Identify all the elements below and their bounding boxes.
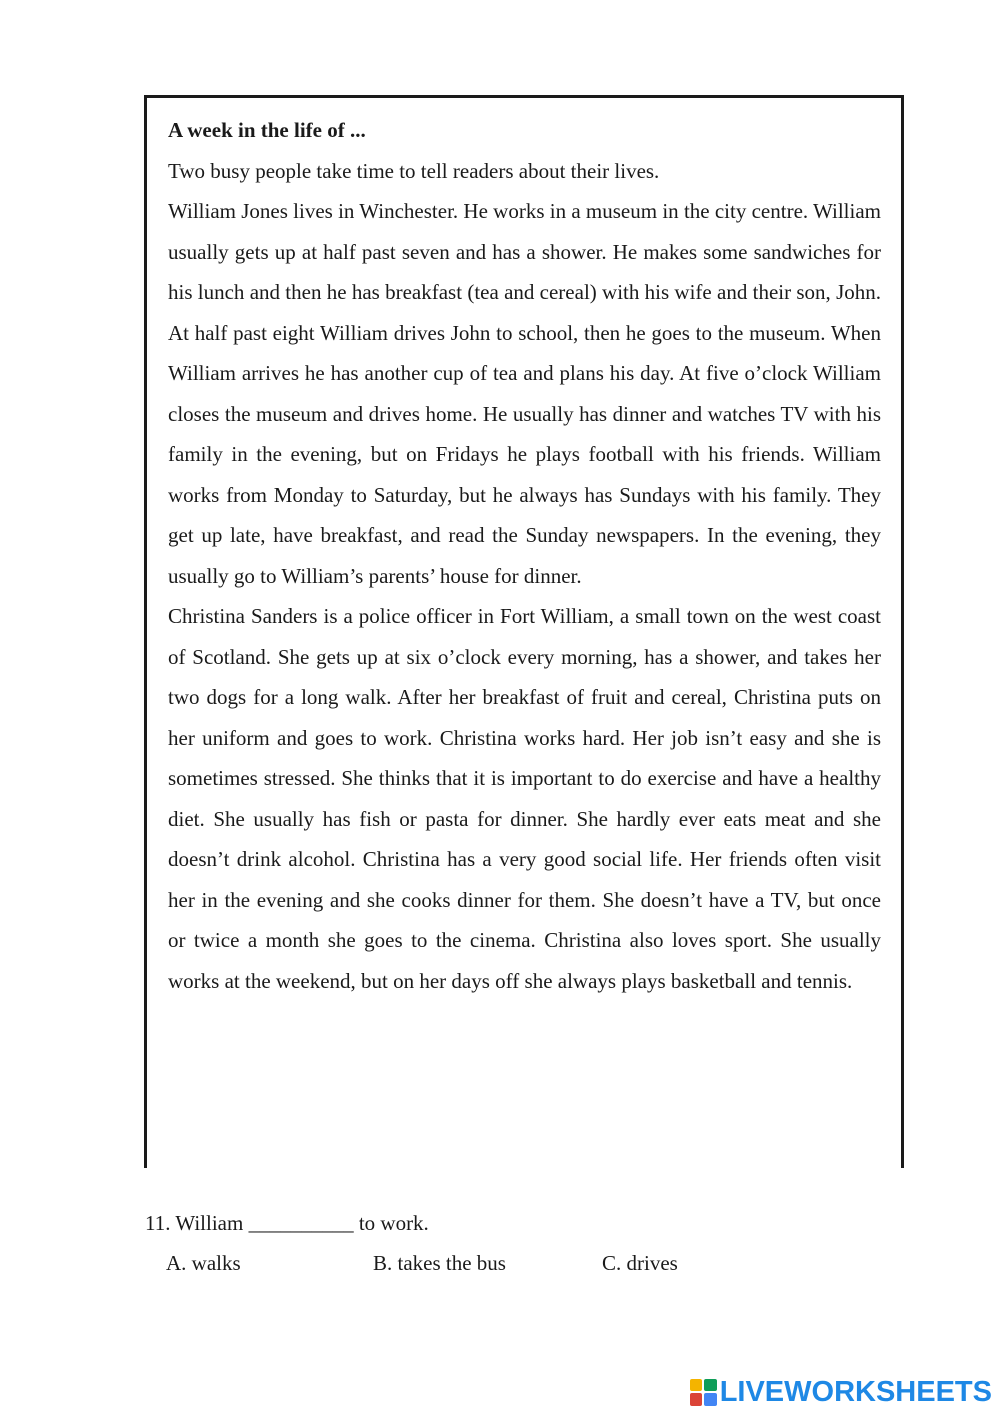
reading-passage-box	[144, 95, 904, 1168]
paragraph-christina: Christina Sanders is a police officer in Fort William, a small town on the west coast of Scotland. She gets up at six o’clock every morning, has a shower, and takes her two dogs for a long walk. After her breakfast of fruit and cereal, Christina puts on her uniform and goes to work. Christina works hard. Her job isn’t easy and she is sometimes stressed. She thinks that it is important to do exercise and have a healthy diet. She usually has fish or pasta for dinner. She hardly ever eats meat and she doesn’t drink alcohol. Christina has a very good social life. Her friends often visit her in the evening and she cooks dinner for them. She doesn’t have a TV, but once or twice a month she goes to the cinema. Christina also loves sport. She usually works at the weekend, but on her days off she always plays basketball and tennis.	[168, 604, 881, 993]
liveworksheets-logo-icon	[690, 1379, 717, 1406]
option-a[interactable]: A. walks	[166, 1251, 241, 1275]
passage-title: A week in the life of ...	[168, 118, 366, 142]
paragraph-william: William Jones lives in Winchester. He works in a museum in the city centre. William usually gets up at half past seven and has a shower. He makes some sandwiches for his lunch and then he has breakfast (tea and cereal) with his wife and their son, John. At half past eight William drives John to school, then he goes to the museum. When William arrives he has another cup of tea and plans his day. At five o’clock William closes the museum and drives home. He usually has dinner and watches TV with his family in the evening, but on Fridays he plays football with his friends. William works from Monday to Saturday, but he always has Sundays with his family. They get up late, have breakfast, and read the Sunday newspapers. In the evening, they usually go to William’s parents’ house for dinner.	[168, 199, 881, 588]
brand-text: LIVEWORKSHEETS	[719, 1376, 992, 1408]
option-c[interactable]: C. drives	[602, 1251, 678, 1275]
passage-intro: Two busy people take time to tell readers about their lives.	[168, 158, 660, 183]
option-b[interactable]: B. takes the bus	[373, 1251, 506, 1275]
question-11: 11. William __________ to work.	[145, 1211, 429, 1235]
reading-content	[168, 110, 881, 1001]
liveworksheets-logo	[690, 1375, 992, 1409]
